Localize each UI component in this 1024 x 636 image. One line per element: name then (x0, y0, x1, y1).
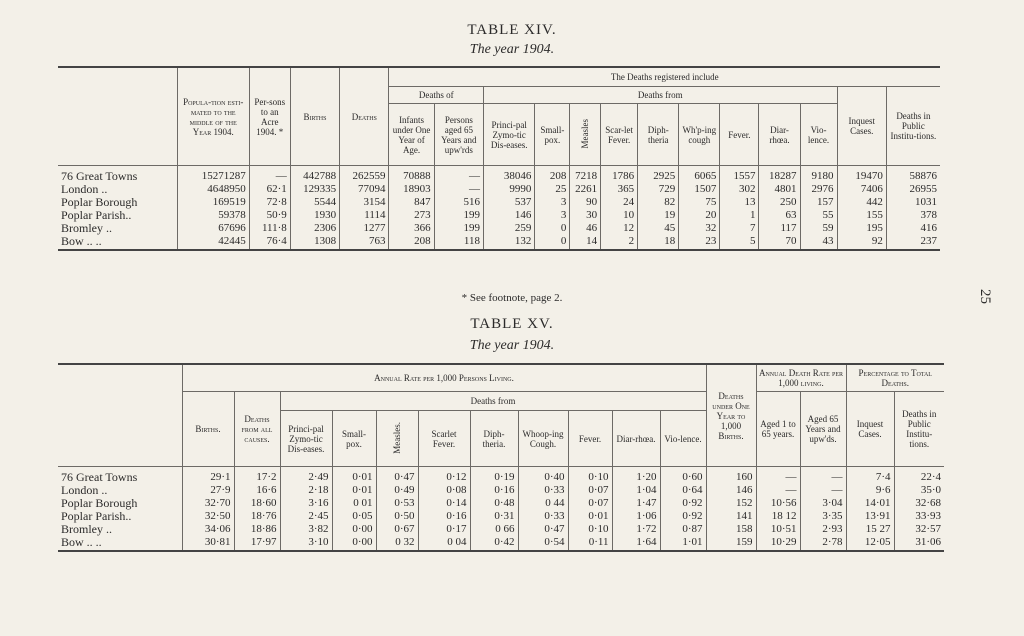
table-row (58, 195, 940, 208)
table-cell: 155 (837, 208, 886, 221)
table-cell: 43 (800, 234, 837, 250)
table-cell: 6065 (679, 166, 720, 183)
table-cell: 0·92 (660, 509, 706, 522)
table-15-body (58, 467, 944, 552)
table-cell: 82 (638, 195, 679, 208)
table-cell: 0·08 (418, 483, 470, 496)
row-label: Poplar Borough (58, 496, 182, 509)
table-cell: 158 (706, 522, 756, 535)
col-diarrhoea: Diar-rhœa. (759, 104, 800, 166)
table-cell: 0·19 (470, 467, 518, 484)
table-cell: 76·4 (249, 234, 290, 250)
table-cell: 1·47 (612, 496, 660, 509)
table-cell: 129335 (290, 182, 339, 195)
table-cell: 847 (389, 195, 434, 208)
col-infants: Infants under One Year of Age. (389, 104, 434, 166)
row-label: Poplar Borough (58, 195, 177, 208)
table-cell: 3·82 (280, 522, 332, 535)
table-cell: 0·60 (660, 467, 706, 484)
table-cell: 25 (535, 182, 570, 195)
table-cell: — (756, 467, 800, 484)
table-cell: 0 (535, 234, 570, 250)
table-14-body (58, 166, 940, 251)
table-cell: 157 (800, 195, 837, 208)
table-cell: 0·07 (568, 496, 612, 509)
col-smallpox: Small-pox. (332, 411, 376, 467)
table-cell: 2925 (638, 166, 679, 183)
col-fever: Fever. (568, 411, 612, 467)
table-cell: 0·17 (418, 522, 470, 535)
table-cell: 4801 (759, 182, 800, 195)
table-cell: 0·54 (518, 535, 568, 551)
table-cell: 195 (837, 221, 886, 234)
table-cell: 1277 (340, 221, 389, 234)
col-public-institutions: Deaths in Public Institu-tions. (886, 87, 940, 166)
table-cell: 0·16 (470, 483, 518, 496)
col-smallpox: Small-pox. (535, 104, 570, 166)
table-cell: 34·06 (182, 522, 234, 535)
table-row (58, 208, 940, 221)
row-label: London .. (58, 182, 177, 195)
table-cell: 0·47 (376, 467, 418, 484)
col-scarlet-fever: Scarlet Fever. (418, 411, 470, 467)
table-row (58, 182, 940, 195)
table-cell: 763 (340, 234, 389, 250)
table-cell: 32·68 (894, 496, 944, 509)
table-14-title: TABLE XIV. (467, 22, 557, 38)
table-cell: 32·70 (182, 496, 234, 509)
table-cell: 1114 (340, 208, 389, 221)
table-cell: 4648950 (177, 182, 249, 195)
table-cell: 72·8 (249, 195, 290, 208)
table-cell: 9990 (484, 182, 535, 195)
table-cell: 1308 (290, 234, 339, 250)
table-cell: 199 (434, 208, 483, 221)
table-cell: 14·01 (846, 496, 894, 509)
table-cell: 537 (484, 195, 535, 208)
table-cell: 20 (679, 208, 720, 221)
table-cell: 199 (434, 221, 483, 234)
table-cell: 3·16 (280, 496, 332, 509)
col-zymotic: Princi-pal Zymo-tic Dis-eases. (280, 411, 332, 467)
table-cell: 146 (706, 483, 756, 496)
table-cell: 0·33 (518, 509, 568, 522)
table-cell: 59 (800, 221, 837, 234)
table-cell: 5 (720, 234, 759, 250)
table-cell: 70888 (389, 166, 434, 183)
table-cell: 366 (389, 221, 434, 234)
table-cell: 2·93 (800, 522, 846, 535)
table-row (58, 535, 944, 551)
col-fever: Fever. (720, 104, 759, 166)
table-cell: 33·93 (894, 509, 944, 522)
table-cell: 14 (570, 234, 601, 250)
table-cell: 0·10 (568, 522, 612, 535)
table-cell: 0·64 (660, 483, 706, 496)
table-cell: 1786 (601, 166, 638, 183)
table-cell: 273 (389, 208, 434, 221)
table-cell: 0·07 (568, 483, 612, 496)
table-cell: 442 (837, 195, 886, 208)
col-diarrhoea: Diar-rhœa. (612, 411, 660, 467)
table-cell: 26955 (886, 182, 940, 195)
table-cell: 70 (759, 234, 800, 250)
table-cell: 18·86 (234, 522, 280, 535)
col-measles (376, 411, 418, 467)
table-cell: 302 (720, 182, 759, 195)
table-row (58, 221, 940, 234)
table-cell: 0·10 (568, 467, 612, 484)
row-label: Bromley .. (58, 221, 177, 234)
table-cell: 0·48 (470, 496, 518, 509)
row-label: Bow .. .. (58, 234, 177, 250)
table-cell: 1 (720, 208, 759, 221)
table-cell: 2·49 (280, 467, 332, 484)
table-cell: 0·01 (332, 483, 376, 496)
table-cell: 67696 (177, 221, 249, 234)
table-cell: 0·00 (332, 522, 376, 535)
row-label: Bromley .. (58, 522, 182, 535)
table-cell: 63 (759, 208, 800, 221)
table-cell: 22·4 (894, 467, 944, 484)
col-measles (570, 104, 601, 166)
row-label: 76 Great Towns (58, 467, 182, 484)
col-aged-65: Persons aged 65 Years and upw'rds (434, 104, 483, 166)
table-cell: 2·45 (280, 509, 332, 522)
table-cell: 3·10 (280, 535, 332, 551)
col-public-institutions: Deaths in Public Institu-tions. (894, 392, 944, 467)
table-cell: 0·53 (376, 496, 418, 509)
table-cell: 77094 (340, 182, 389, 195)
col-inquest-cases: Inquest Cases. (846, 392, 894, 467)
table-cell: 92 (837, 234, 886, 250)
table-cell: 62·1 (249, 182, 290, 195)
table-cell: 0 32 (376, 535, 418, 551)
table-cell: 90 (570, 195, 601, 208)
deaths-registered-include-header: The Deaths registered include (389, 67, 940, 87)
table-cell: 141 (706, 509, 756, 522)
table-cell: 9180 (800, 166, 837, 183)
table-cell: 7 (720, 221, 759, 234)
measles-label: Measles (580, 118, 591, 149)
col-violence: Vio-lence. (800, 104, 837, 166)
table-cell: 111·8 (249, 221, 290, 234)
annual-rate-header: Annual Rate per 1,000 Persons Living. (182, 364, 706, 392)
col-diphtheria: Diph-theria. (470, 411, 518, 467)
col-population: Popula-tion esti-mated to the middle of the Year 1904. (177, 67, 249, 166)
table-14-subtitle: The year 1904. (469, 42, 555, 57)
table-cell: 18·76 (234, 509, 280, 522)
table-cell: 55 (800, 208, 837, 221)
table-cell: 35·0 (894, 483, 944, 496)
table-cell: 29·1 (182, 467, 234, 484)
table-cell: 30·81 (182, 535, 234, 551)
table-row (58, 496, 944, 509)
table-cell: 18903 (389, 182, 434, 195)
table-cell: 15271287 (177, 166, 249, 183)
table-cell: — (800, 483, 846, 496)
table-cell: 729 (638, 182, 679, 195)
table-cell: 2976 (800, 182, 837, 195)
table-cell: 13·91 (846, 509, 894, 522)
col-deaths-all-causes: Deaths from all causes. (234, 392, 280, 467)
table-cell: 13 (720, 195, 759, 208)
table-cell: 0·01 (568, 509, 612, 522)
table-row (58, 522, 944, 535)
col-whooping-cough: Wh'p-ing cough (679, 104, 720, 166)
table-cell: 0 01 (332, 496, 376, 509)
table-cell: 1·06 (612, 509, 660, 522)
col-scarlet-fever: Scar-let Fever. (601, 104, 638, 166)
footnote: * See footnote, page 2. (461, 292, 563, 304)
table-14 (58, 66, 940, 251)
table-cell: 0·42 (470, 535, 518, 551)
col-diphtheria: Diph-theria (638, 104, 679, 166)
table-cell: 15 27 (846, 522, 894, 535)
table-cell: — (249, 166, 290, 183)
table-row (58, 467, 944, 484)
table-row (58, 234, 940, 250)
annual-death-rate-header: Annual Death Rate per 1,000 living. (756, 364, 846, 392)
table-cell: 1·01 (660, 535, 706, 551)
table-15 (58, 363, 944, 552)
col-whooping-cough: Whoop-ing Cough. (518, 411, 568, 467)
col-aged-65: Aged 65 Years and upw'ds. (800, 392, 846, 467)
table-15-title: TABLE XV. (470, 316, 554, 332)
table-cell: 1031 (886, 195, 940, 208)
table-cell: 416 (886, 221, 940, 234)
table-cell: 12 (601, 221, 638, 234)
table-cell: 5544 (290, 195, 339, 208)
table-cell: 0·40 (518, 467, 568, 484)
table-cell: 31·06 (894, 535, 944, 551)
table-cell: 24 (601, 195, 638, 208)
table-cell: 50·9 (249, 208, 290, 221)
table-cell: 3154 (340, 195, 389, 208)
col-births: Births (290, 67, 339, 166)
table-cell: 7·4 (846, 467, 894, 484)
table-cell: 10·51 (756, 522, 800, 535)
table-cell: 2306 (290, 221, 339, 234)
table-cell: 378 (886, 208, 940, 221)
table-cell: 18 12 (756, 509, 800, 522)
table-cell: 7406 (837, 182, 886, 195)
table-cell: 1·20 (612, 467, 660, 484)
deaths-from-header: Deaths from (280, 392, 706, 411)
table-cell: 262559 (340, 166, 389, 183)
table-cell: 0·05 (332, 509, 376, 522)
row-label: Poplar Parish.. (58, 509, 182, 522)
table-cell: 0·92 (660, 496, 706, 509)
table-cell: 3 (535, 208, 570, 221)
row-label: 76 Great Towns (58, 166, 177, 183)
table-cell: 3 (535, 195, 570, 208)
table-cell: 0·31 (470, 509, 518, 522)
table-cell: — (434, 182, 483, 195)
col-zymotic: Princi-pal Zymo-tic Dis-eases. (484, 104, 535, 166)
table-cell: 1·04 (612, 483, 660, 496)
table-cell: 17·97 (234, 535, 280, 551)
table-cell: 75 (679, 195, 720, 208)
page-number: 25 (977, 289, 993, 304)
table-cell: 365 (601, 182, 638, 195)
table-cell: 2·78 (800, 535, 846, 551)
table-cell: 12·05 (846, 535, 894, 551)
table-cell: 23 (679, 234, 720, 250)
row-label: Bow .. .. (58, 535, 182, 551)
measles-label: Measles. (392, 421, 402, 454)
table-cell: 0 44 (518, 496, 568, 509)
table-cell: 3·04 (800, 496, 846, 509)
table-cell: 58876 (886, 166, 940, 183)
table-cell: 2·18 (280, 483, 332, 496)
col-births-rate: Births. (182, 392, 234, 467)
table-cell: 3·35 (800, 509, 846, 522)
table-cell: 27·9 (182, 483, 234, 496)
table-cell: 0·12 (418, 467, 470, 484)
col-inquest-cases: Inquest Cases. (837, 87, 886, 166)
table-cell: 0·14 (418, 496, 470, 509)
table-cell: 208 (389, 234, 434, 250)
table-cell: 32·57 (894, 522, 944, 535)
table-cell: 0·50 (376, 509, 418, 522)
table-cell: 19470 (837, 166, 886, 183)
table-cell: 0·87 (660, 522, 706, 535)
table-cell: 46 (570, 221, 601, 234)
table-cell: 442788 (290, 166, 339, 183)
col-aged-1-65: Aged 1 to 65 years. (756, 392, 800, 467)
deaths-from-header: Deaths from (484, 87, 838, 104)
table-cell: 0·33 (518, 483, 568, 496)
table-cell: 42445 (177, 234, 249, 250)
table-cell: 10 (601, 208, 638, 221)
table-cell: 10·29 (756, 535, 800, 551)
table-cell: — (434, 166, 483, 183)
table-cell: 237 (886, 234, 940, 250)
table-cell: 59378 (177, 208, 249, 221)
table-cell: 2 (601, 234, 638, 250)
row-label: London .. (58, 483, 182, 496)
table-cell: 7218 (570, 166, 601, 183)
table-cell: 117 (759, 221, 800, 234)
table-cell: 0·00 (332, 535, 376, 551)
table-cell: 152 (706, 496, 756, 509)
table-cell: 32 (679, 221, 720, 234)
col-deaths-under-one: Deaths under One Year to 1,000 Births. (706, 364, 756, 467)
table-cell: 38046 (484, 166, 535, 183)
table-cell: 0 66 (470, 522, 518, 535)
table-cell: 10·56 (756, 496, 800, 509)
table-cell: 0 (535, 221, 570, 234)
table-cell: 208 (535, 166, 570, 183)
col-deaths: Deaths (340, 67, 389, 166)
table-cell: 146 (484, 208, 535, 221)
deaths-of-header: Deaths of (389, 87, 484, 104)
percentage-header: Percentage to Total Deaths. (846, 364, 944, 392)
table-cell: 16·6 (234, 483, 280, 496)
table-cell: 1557 (720, 166, 759, 183)
table-cell: 32·50 (182, 509, 234, 522)
table-cell: 160 (706, 467, 756, 484)
col-violence: Vio-lence. (660, 411, 706, 467)
table-cell: 0 04 (418, 535, 470, 551)
table-cell: 0·16 (418, 509, 470, 522)
table-cell: 1·72 (612, 522, 660, 535)
table-row (58, 509, 944, 522)
table-cell: 169519 (177, 195, 249, 208)
table-cell: 0·47 (518, 522, 568, 535)
table-cell: 118 (434, 234, 483, 250)
table-cell: 18 (638, 234, 679, 250)
table-cell: 2261 (570, 182, 601, 195)
table-cell: 19 (638, 208, 679, 221)
table-cell: 0·67 (376, 522, 418, 535)
table-cell: 18287 (759, 166, 800, 183)
table-cell: 0·11 (568, 535, 612, 551)
table-cell: — (756, 483, 800, 496)
table-cell: 30 (570, 208, 601, 221)
table-cell: 45 (638, 221, 679, 234)
table-cell: — (800, 467, 846, 484)
table-cell: 259 (484, 221, 535, 234)
table-row (58, 166, 940, 183)
table-row (58, 483, 944, 496)
table-15-subtitle: The year 1904. (469, 338, 555, 353)
col-persons-per-acre: Per-sons to an Acre 1904. * (249, 67, 290, 166)
table-cell: 0·01 (332, 467, 376, 484)
table-cell: 9·6 (846, 483, 894, 496)
table-cell: 132 (484, 234, 535, 250)
table-cell: 250 (759, 195, 800, 208)
table-cell: 17·2 (234, 467, 280, 484)
table-cell: 0·49 (376, 483, 418, 496)
table-cell: 516 (434, 195, 483, 208)
table-cell: 159 (706, 535, 756, 551)
row-label: Poplar Parish.. (58, 208, 177, 221)
table-cell: 1·64 (612, 535, 660, 551)
table-cell: 18·60 (234, 496, 280, 509)
table-cell: 1930 (290, 208, 339, 221)
table-cell: 1507 (679, 182, 720, 195)
